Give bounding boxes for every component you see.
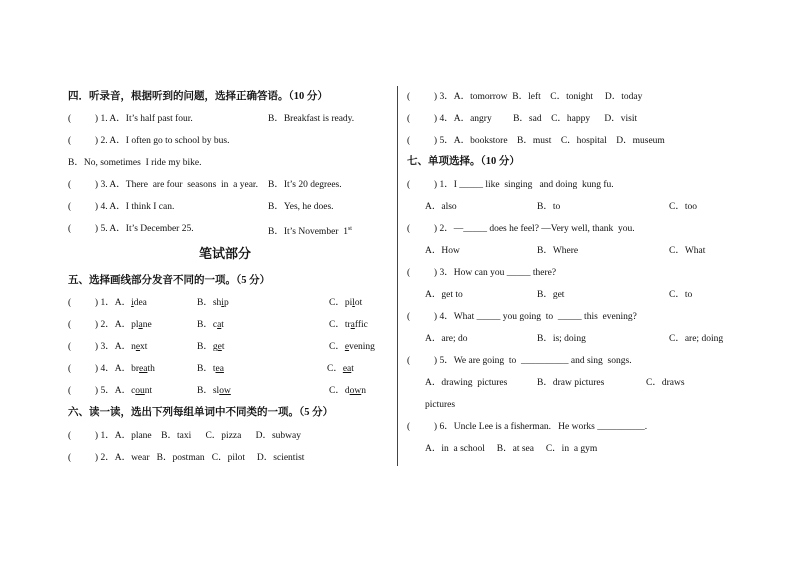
s4-q2-b: B．No, sometimes I ride my bike.	[68, 158, 202, 168]
s7-line-6-c: C．to	[669, 290, 693, 300]
s5-opt-c-post: t	[351, 364, 354, 374]
s5-row-2-c	[329, 319, 368, 331]
s7-line-4: A．How	[425, 246, 460, 256]
s5-opt-a-post: dea	[133, 298, 147, 308]
s7-line-2: A．also	[425, 202, 457, 212]
s5-opt-c-pre: pi	[344, 298, 353, 308]
s5-opt-c-label: C．	[329, 320, 345, 330]
s7-line-9: ( ) 5．We are going to __________ and sing songs.	[407, 356, 632, 366]
s5-opt-c-label: C．	[329, 342, 345, 352]
s5-row-num: ( ) 3．A．	[68, 342, 132, 352]
s5-opt-a-underlined: a	[138, 320, 143, 330]
s7-line-10-c: C．draws	[646, 378, 685, 388]
s7-line-3: ( ) 2．—_____ does he feel? —Very well, thank you.	[407, 224, 635, 234]
s5-row-num: ( ) 4．A．	[68, 364, 132, 374]
s5-row-num: ( ) 1．A．	[68, 298, 132, 308]
s7-line-2-c: C．too	[669, 202, 697, 212]
s7-line-8-b: B．is; doing	[537, 334, 586, 344]
s7-line-6-b: B．get	[537, 290, 565, 300]
column-divider	[397, 86, 398, 466]
s5-row-1-c	[329, 297, 362, 309]
s5-row-num: ( ) 5．A．	[68, 386, 132, 396]
s5-opt-a-post: th	[147, 364, 155, 374]
s5-opt-b-label: B．	[197, 320, 213, 330]
s4-q1-b: B．Breakfast is ready.	[268, 114, 355, 124]
s5-opt-b-underlined: a	[217, 320, 222, 330]
written-section-title: 笔试部分	[199, 246, 252, 261]
s5-row-3-c	[329, 341, 375, 353]
s5-opt-c-underlined: ea	[342, 364, 352, 374]
s5-row-4-c	[327, 363, 354, 375]
s6-q5: ( ) 5．A．bookstore B．must C．hospital D．museum	[407, 136, 665, 146]
s5-opt-c-underlined: ow	[349, 386, 362, 396]
s7-line-6: A．get to	[425, 290, 463, 300]
s5-opt-c-pre: tr	[344, 320, 351, 330]
s4-q5-a: ( ) 5. A．It’s December 25.	[68, 224, 194, 234]
s7-line-4-b: B．Where	[537, 246, 579, 256]
s5-row-2-b	[197, 319, 224, 331]
s5-opt-c-pre: d	[344, 386, 350, 396]
s5-row-1-b	[197, 297, 229, 309]
s5-opt-c-label: C．	[329, 386, 345, 396]
s5-opt-b-underlined: i	[221, 298, 224, 308]
s5-row-4-a	[68, 363, 155, 375]
s5-opt-a-underlined: ea	[139, 364, 148, 374]
s5-opt-a-post: xt	[140, 342, 148, 352]
s6-q2: ( ) 2．A．wear B．postman C．pilot D．scientist	[68, 453, 305, 463]
s5-opt-c-label: C．	[329, 298, 345, 308]
s5-opt-c-underlined: e	[344, 342, 350, 352]
s5-opt-b-label: B．	[197, 342, 213, 352]
s7-line-11: pictures	[425, 400, 456, 410]
s5-opt-c-underlined: a	[350, 320, 355, 330]
s5-opt-b-label: B．	[197, 364, 213, 374]
s5-opt-c-post: vening	[349, 342, 375, 352]
s7-line-2-b: B．to	[537, 202, 561, 212]
s6-q3: ( ) 3．A．tomorrow B．left C．tonight D．today	[407, 92, 643, 102]
s4-q3-a: ( ) 3. A．There are four seasons in a year.	[68, 180, 258, 190]
s5-row-1-a	[68, 297, 147, 309]
section7-heading: 七、单项选择。（10 分）	[407, 156, 520, 167]
s4-q4-b: B．Yes, he does.	[268, 202, 334, 212]
s5-row-3-b	[197, 341, 224, 353]
s5-opt-b-label: B．	[197, 298, 213, 308]
section5-heading: 五、选择画线部分发音不同的一项。（5 分）	[68, 275, 271, 286]
s5-opt-a-post: ne	[142, 320, 152, 330]
s7-line-13: A．in a school B．at sea C．in a gym	[425, 444, 598, 454]
s6-q1: ( ) 1．A．plane B．taxi C．pizza D．subway	[68, 431, 301, 441]
s5-opt-b-pre: sh	[212, 298, 222, 308]
s5-opt-a-underlined: ou	[135, 386, 145, 396]
s6-q4: ( ) 4．A．angry B．sad C．happy D．visit	[407, 114, 638, 124]
s5-row-5-c	[329, 385, 366, 397]
s4-q5-b-text: B．It’s November 1	[268, 227, 348, 238]
s4-q5-sup: st	[347, 226, 352, 232]
s4-q4-a: ( ) 4. A．I think I can.	[68, 202, 175, 212]
s5-opt-a-post: nt	[144, 386, 153, 396]
s5-opt-a-pre: n	[131, 342, 136, 352]
s5-opt-c-post: ffic	[354, 320, 368, 330]
s7-line-8: A．are; do	[425, 334, 468, 344]
section6-heading: 六、读一读，选出下列每组单词中不同类的一项。（5 分）	[68, 407, 334, 418]
s7-line-8-c: C．are; doing	[669, 334, 724, 344]
s5-opt-c-label: C．	[327, 364, 343, 374]
s5-row-2-a	[68, 319, 152, 331]
s5-opt-a-underlined: i	[131, 298, 134, 308]
s4-q1-a: ( ) 1. A．It’s half past four.	[68, 114, 193, 124]
s5-opt-a-pre: pl	[131, 320, 139, 330]
s7-line-10-b: B．draw pictures	[537, 378, 605, 388]
s4-q2-a: ( ) 2. A．I often go to school by bus.	[68, 136, 230, 146]
section4-heading: 四．听录音，根据听到的问题，选择正确答语。（10 分）	[68, 91, 328, 102]
s7-line-1: ( ) 1．I _____ like singing and doing kung fu.	[407, 180, 614, 190]
s5-opt-a-underlined: e	[135, 342, 141, 352]
s5-opt-b-label: B．	[197, 386, 213, 396]
s5-opt-b-post: t	[221, 320, 224, 330]
s5-opt-a-pre: c	[131, 386, 136, 396]
s5-opt-c-underlined: l	[352, 298, 355, 308]
s7-line-7: ( ) 4．What _____ you going to _____ this evening?	[407, 312, 637, 322]
s5-row-5-a	[68, 385, 152, 397]
s5-opt-b-post: t	[221, 342, 225, 352]
s5-opt-b-pre: c	[212, 320, 218, 330]
s5-row-num: ( ) 2．A．	[68, 320, 132, 330]
s7-line-10: A．drawing pictures	[425, 378, 508, 388]
s5-opt-b-underlined: ow	[219, 386, 231, 396]
s4-q5-b	[268, 223, 352, 238]
s5-opt-c-post: ot	[354, 298, 363, 308]
s5-opt-a-pre: br	[131, 364, 139, 374]
s5-row-4-b	[197, 363, 224, 375]
s7-line-4-c: C．What	[669, 246, 706, 256]
s5-row-5-b	[197, 385, 231, 397]
s5-opt-b-pre: t	[212, 364, 216, 374]
s5-opt-b-pre: g	[212, 342, 218, 352]
s5-opt-c-post: n	[361, 386, 366, 396]
s5-opt-b-underlined: e	[217, 342, 222, 352]
s5-row-3-a	[68, 341, 147, 353]
s5-opt-b-post: p	[223, 298, 229, 308]
s5-opt-b-pre: sl	[212, 386, 220, 396]
s7-line-12: ( ) 6．Uncle Lee is a fisherman. He works __________.	[407, 422, 648, 432]
s5-opt-b-underlined: ea	[215, 364, 224, 374]
s4-q3-b: B．It’s 20 degrees.	[268, 180, 342, 190]
s7-line-5: ( ) 3．How can you _____ there?	[407, 268, 557, 278]
